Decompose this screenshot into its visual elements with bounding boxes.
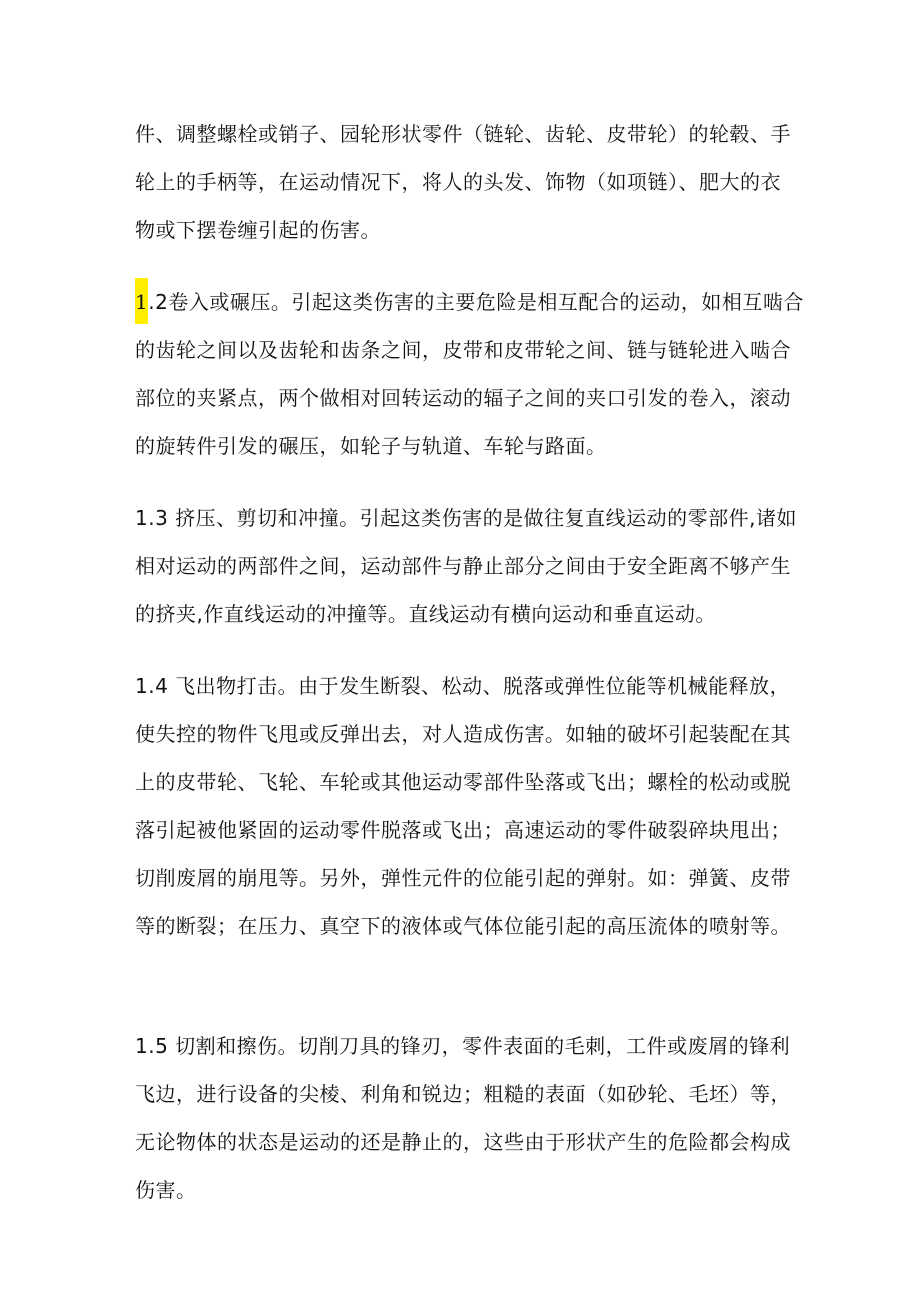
text-line: 1.5 切割和擦伤。切削刀具的锋刃，零件表面的毛刺，工件或废屑的锋利	[135, 1034, 791, 1058]
text-line: 飞边，进行设备的尖棱、利角和锐边；粗糙的表面（如砂轮、毛坯）等，	[135, 1082, 791, 1106]
text-line-rest: .2卷入或碾压。引起这类伤害的主要危险是相互配合的运动，如相互啮合	[148, 290, 804, 314]
text-line: 的旋转件引发的碾压，如轮子与轨道、车轮与路面。	[135, 434, 607, 458]
text-line: 物或下摆卷缠引起的伤害。	[135, 218, 381, 242]
text-line: 的齿轮之间以及齿轮和齿条之间，皮带和皮带轮之间、链与链轮进入啮合	[135, 338, 791, 362]
paragraph-1-2	[135, 278, 804, 470]
text-line: 1.4 飞出物打击。由于发生断裂、松动、脱落或弹性位能等机械能释放，	[135, 674, 791, 698]
text-line: 使失控的物件飞甩或反弹出去，对人造成伤害。如轴的破坏引起装配在其	[135, 722, 791, 746]
text-line: 切削废屑的崩甩等。另外，弹性元件的位能引起的弹射。如：弹簧、皮带	[135, 866, 791, 890]
text-line: 轮上的手柄等，在运动情况下，将人的头发、饰物（如项链）、肥大的衣	[135, 170, 781, 194]
paragraph-1-5	[135, 1022, 791, 1214]
text-line: 伤害。	[135, 1178, 197, 1202]
highlighted-section-number: 1	[135, 278, 148, 324]
paragraph-continuation	[135, 110, 791, 254]
text-line: 上的皮带轮、飞轮、车轮或其他运动零部件坠落或飞出；螺栓的松动或脱	[135, 770, 791, 794]
text-line: 的挤夹,作直线运动的冲撞等。直线运动有横向运动和垂直运动。	[135, 602, 716, 626]
text-line: 等的断裂；在压力、真空下的液体或气体位能引起的高压流体的喷射等。	[135, 914, 791, 938]
text-line-with-highlight	[135, 278, 804, 326]
paragraph-1-4	[135, 662, 791, 950]
text-line: 落引起被他紧固的运动零件脱落或飞出；高速运动的零件破裂碎块甩出；	[135, 818, 791, 842]
text-line: 部位的夹紧点，两个做相对回转运动的辐子之间的夹口引发的卷入，滚动	[135, 386, 791, 410]
text-line: 件、调整螺栓或销子、园轮形状零件（链轮、齿轮、皮带轮）的轮毂、手	[135, 122, 791, 146]
text-line: 相对运动的两部件之间，运动部件与静止部分之间由于安全距离不够产生	[135, 554, 791, 578]
text-line: 1.3 挤压、剪切和冲撞。引起这类伤害的是做往复直线运动的零部件,诸如	[135, 506, 798, 530]
text-line: 无论物体的状态是运动的还是静止的，这些由于形状产生的危险都会构成	[135, 1130, 791, 1154]
paragraph-1-3	[135, 494, 798, 638]
